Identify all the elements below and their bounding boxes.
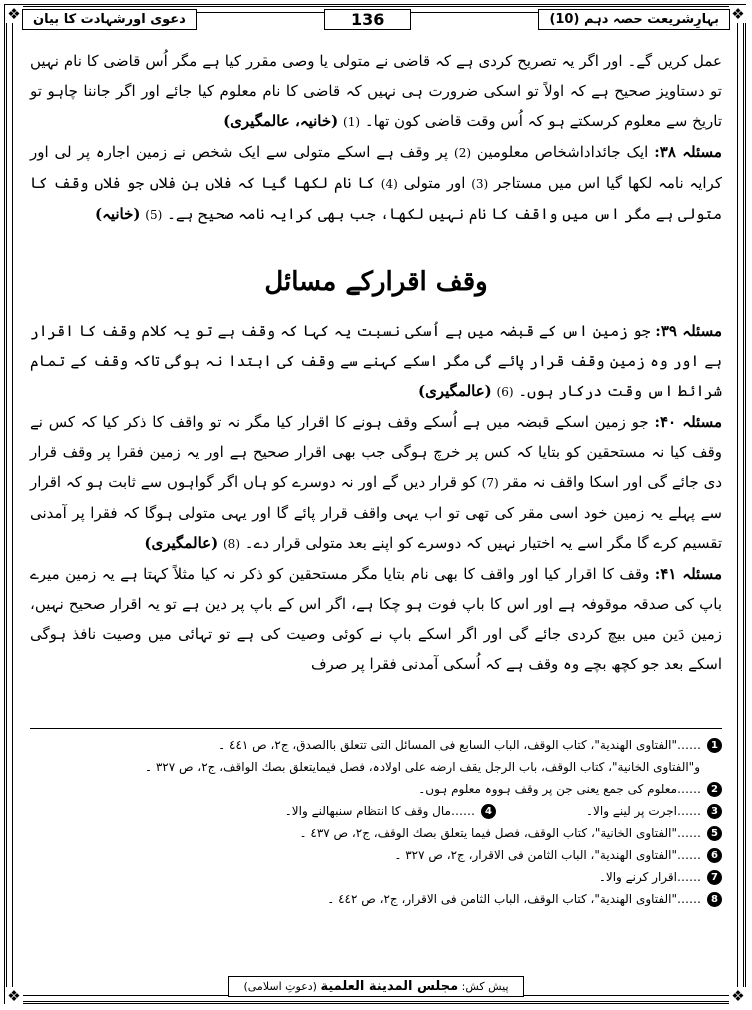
footnote-number-icon: 5 — [707, 826, 722, 841]
footnote-number-icon: 3 — [707, 804, 722, 819]
footnote-number-icon: 8 — [707, 892, 722, 907]
footer-prefix: پیش کش: — [461, 980, 509, 993]
footnote-row — [30, 800, 722, 822]
footnote-item: 3 ……اجرت پر لینے والا۔ — [586, 800, 722, 822]
footnote-ref[interactable]: (5) — [145, 208, 163, 222]
footnote-item: 1 ……"الفتاوی الھندیة"، کتاب الوقف، الباب السابع فی المسائل التی تتعلق باالصدق، ج۲، ص ٤٤١ ۔ — [30, 734, 722, 756]
footnote-separator — [30, 728, 722, 729]
masala-39: مسئلہ ۳۹: جو زمین اس کے قبضہ میں ہے اُسکی نسبت یہ کہا کہ وقف ہے تو یہ کلام وقف کا اقرار ہے اور وہ زمین وقف قرار پائے گی مگر اسکے کہنے سے وقف کی ابتدا نہ ہوگی تاکہ وقف کے تمام شرائط اس وقت درکار ہوں۔ (6) (عالمگیری) — [30, 322, 723, 400]
footnote-ref[interactable]: (2) — [454, 146, 472, 160]
footnote-item: 2 ……معلوم کی جمع یعنی جن پر وقف ہووہ معلوم ہوں۔ — [30, 778, 722, 800]
footer-suffix: (دعوتِ اسلامی) — [243, 980, 317, 993]
paragraph-intro: عمل کریں گے۔ اور اگر یہ تصریح کردی ہے کہ قاضی نے متولی یا وصی مقرر کیا ہے مگر اُس قاضی کا نام نہیں تو دستاویز صحیح ہے کہ اولاً تو اسکی ضرورت ہی نہیں کہ قاضی کا نام معلوم کیا جائے اور اگر جاننا چاہو تو تاریخ سے معلوم کرسکتے ہو کہ اُس وقت قاضی کون تھا۔ (1) (خانیہ، عالمگیری) — [30, 52, 722, 130]
publisher-box — [228, 976, 523, 997]
corner-ornament-icon: ❖ — [729, 5, 747, 23]
source-citation: (عالمگیری) — [417, 382, 492, 400]
page-header — [22, 4, 730, 34]
footnote-ref[interactable]: (6) — [496, 385, 514, 399]
footnote-number-icon: 7 — [707, 870, 722, 885]
masala-label: مسئلہ ۳۸: — [654, 143, 722, 161]
footnote-ref[interactable]: (1) — [343, 115, 361, 129]
footnote-ref[interactable]: (4) — [380, 177, 398, 191]
chapter-title: دعوی اورشہادت کا بیان — [22, 9, 197, 30]
footnote-item: 6 ……"الفتاوی الھندیة"، الباب الثامن فی الاقرار، ج۲، ص ٣٢٧ ۔ — [30, 844, 722, 866]
masala-41: مسئلہ ۴۱: وقف کا اقرار کیا اور واقف کا بھی نام بتایا مگر مستحقین کو ذکر نہ کیا مثلاً کہتا ہے یہ زمین میرے باپ کی صدقہ موقوفہ ہے اور اس کا باپ فوت ہو چکا ہے، اگر اس کے باپ پر دین ہے تو یہ اقرار صحیح نہیں، زمین دَین میں بیچ کردی جائے گی اور اگر اسکے باپ نے کوئی وصیت کی ہے تو تہائی میں وصیت نافذ ہوگی اسکے بعد جو کچھ بچے وہ وقف ہے کہ اُسکی آمدنی فقرا پر صرف — [30, 565, 722, 673]
corner-ornament-icon: ❖ — [729, 987, 747, 1005]
source-citation: (خانیہ) — [94, 205, 141, 223]
corner-ornament-icon: ❖ — [5, 987, 23, 1005]
footnote-number-icon: 4 — [481, 804, 496, 819]
footnote-item: 8 ……"الفتاوی الھندیة"، کتاب الوقف، الباب الثامن فی الاقرار، ج۲، ص ٤٤٢ ۔ — [30, 888, 722, 910]
masala-label: مسئلہ ۳۹: — [655, 322, 723, 340]
footnote-item: 4 ……مال وقف کا انتظام سنبھالنے والا۔ — [285, 800, 496, 822]
footnote-number-icon: 2 — [707, 782, 722, 797]
corner-ornament-icon: ❖ — [5, 5, 23, 23]
footnote-number-icon: 6 — [707, 848, 722, 863]
main-text — [30, 46, 722, 679]
source-citation: (خانیہ، عالمگیری) — [223, 112, 339, 130]
book-title: بہارِشریعت حصہ دہم (10) — [538, 9, 730, 30]
footnote-number-icon: 1 — [707, 738, 722, 753]
footnote-ref[interactable]: (3) — [471, 177, 489, 191]
masala-label: مسئلہ ۴۱: — [654, 565, 722, 583]
page-number: 136 — [324, 9, 411, 30]
footnote-item: 7 ……اقرار کرنے والا۔ — [30, 866, 722, 888]
masala-40: مسئلہ ۴۰: جو زمین اسکے قبضہ میں ہے اُسکے وقف ہونے کا اقرار کیا مگر نہ تو واقف کا ذکر کیا کہ کس نے وقف کیا نہ مستحقین کو بتایا کہ کس پر خرچ ہوگی جب بھی اقرار صحیح ہے اور یہ زمین فقرا پر وقف قرار دی جائے گی اور اسکا واقف نہ مقر (7) کو قرار دیں گے اور نہ دوسرے کو ہاں اگر گواہوں سے ثابت ہو کہ اقرار سے پہلے یہ زمین خود اسی مقر کی تھی تو اب یہی واقف قرار پائے گا اور یہی متولی ہوگا کہ فقرا پر آمدنی تقسیم کرے گا مگر اسے یہ اختیار نہیں کہ دوسرے کو اپنے بعد متولی قرار دے۔ (8) (عالمگیری) — [30, 413, 723, 552]
source-citation: (عالمگیری) — [144, 534, 219, 552]
publisher-name: مجلس المدینة العلمیة — [320, 979, 459, 994]
masala-38: مسئلہ ۳۸: ایک جائداداشخاص معلومین (2) پر وقف ہے اسکے متولی سے ایک شخص نے زمین اجارہ پر لی اور کرایہ نامہ لکھا گیا اس میں مستاجر (3) اور متولی (4) کا نام لکھا گیا کہ فلاں بن فلاں جو فلاں وقف کا متولی ہے مگر اس میں واقف کا نام نہیں لکھا، جب بھی کرایہ نامہ صحیح ہے۔ (5) (خانیہ) — [30, 143, 722, 223]
section-heading: وقف اقرارکے مسائل — [264, 267, 488, 297]
masala-label: مسئلہ ۴۰: — [654, 413, 723, 431]
footnotes — [30, 734, 722, 910]
footnote-item: و"الفتاوی الخانیة"، کتاب الوقف، باب الرجل یقف ارضه علی اولادہ، فصل فیمایتعلق بصك الواقف، ج۲، ص ٣٢٧ ۔ — [144, 760, 700, 774]
footnote-ref[interactable]: (7) — [481, 476, 499, 490]
footnote-ref[interactable]: (8) — [222, 537, 240, 551]
footnote-item: 5 ……"الفتاوی الخانیة"، کتاب الوقف، فصل فیما یتعلق بصك الوقف، ج۲، ص ٤٣٧ ۔ — [30, 822, 722, 844]
page-footer — [0, 975, 752, 997]
